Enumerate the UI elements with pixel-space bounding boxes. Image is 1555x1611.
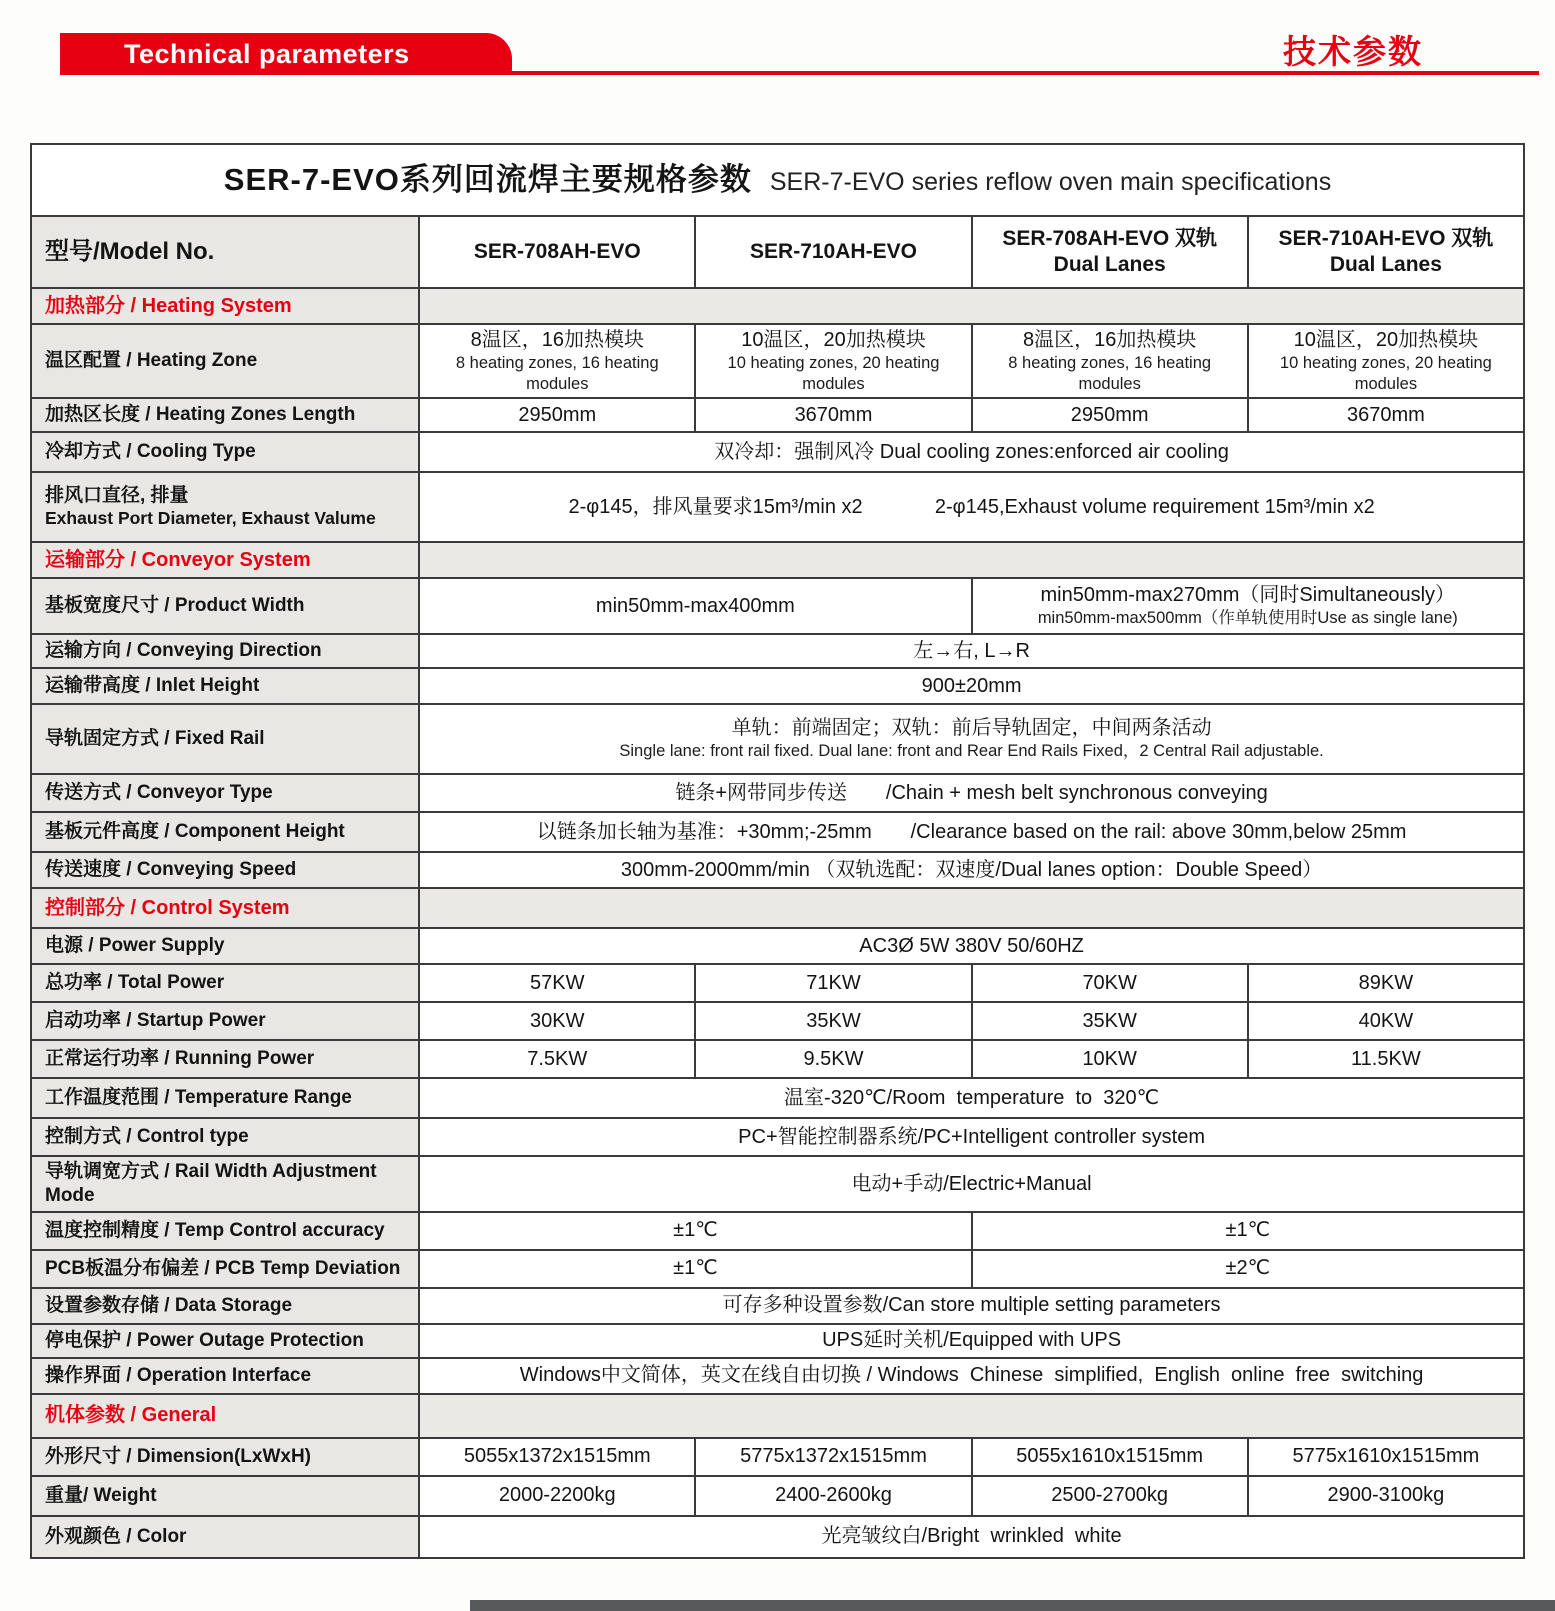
spec-row [31, 324, 1524, 398]
spec-value: 2950mm [972, 398, 1248, 432]
section-title: 控制部分 / Control System [31, 888, 419, 928]
spec-value: 9.5KW [695, 1040, 971, 1078]
spec-value: 电动+手动/Electric+Manual [419, 1156, 1524, 1212]
spec-value: 900±20mm [419, 668, 1524, 704]
spec-label: 停电保护 / Power Outage Protection [31, 1324, 419, 1358]
spec-value: 3670mm [1248, 398, 1524, 432]
spec-row [31, 398, 1524, 432]
spec-row [31, 432, 1524, 472]
spec-value: ±1℃ [972, 1212, 1524, 1250]
spec-row [31, 1358, 1524, 1394]
spec-label: 工作温度范围 / Temperature Range [31, 1078, 419, 1118]
spec-label: 加热区长度 / Heating Zones Length [31, 398, 419, 432]
model-col-4 [1248, 216, 1524, 288]
spec-value: 40KW [1248, 1002, 1524, 1040]
spec-value: 3670mm [695, 398, 971, 432]
page-title-cn: 技术参数 [1283, 33, 1423, 70]
section-row [31, 888, 1524, 928]
spec-value: 8温区，16加热模块 8 heating zones, 16 heating modules [972, 324, 1248, 398]
spec-value: 7.5KW [419, 1040, 695, 1078]
model-name: SER-710AH-EVO [750, 239, 917, 263]
model-no-label: 型号/Model No. [31, 216, 419, 288]
spec-value: 70KW [972, 964, 1248, 1002]
model-header-row [31, 216, 1524, 288]
section-row [31, 1394, 1524, 1438]
spec-label: 启动功率 / Startup Power [31, 1002, 419, 1040]
spec-value: 光亮皱纹白/Bright wrinkled white [419, 1516, 1524, 1558]
spec-value: 11.5KW [1248, 1040, 1524, 1078]
spec-row [31, 634, 1524, 668]
spec-value: 2-φ145，排风量要求15m³/min x2 2-φ145,Exhaust volume requirement 15m³/min x2 [419, 472, 1524, 542]
spec-row [31, 964, 1524, 1002]
spec-value: ±1℃ [419, 1212, 971, 1250]
model-col-3 [972, 216, 1248, 288]
spec-row [31, 1156, 1524, 1212]
spec-value: 10温区，20加热模块 10 heating zones, 20 heating modules [695, 324, 971, 398]
spec-label: PCB板温分布偏差 / PCB Temp Deviation [31, 1250, 419, 1288]
spec-row [31, 1212, 1524, 1250]
spec-label: 外形尺寸 / Dimension(LxWxH) [31, 1438, 419, 1476]
spec-label: 设置参数存储 / Data Storage [31, 1288, 419, 1324]
spec-table [30, 143, 1525, 1559]
spec-value: 链条+网带同步传送 /Chain + mesh belt synchronous conveying [419, 774, 1524, 812]
table-title-cell [31, 144, 1524, 216]
technical-parameters-banner [60, 33, 512, 75]
footer-bar [470, 1600, 1555, 1611]
model-name: SER-710AH-EVO 双轨 [1278, 226, 1494, 250]
section-row-filler [419, 888, 1524, 928]
spec-label: 导轨调宽方式 / Rail Width Adjustment Mode [31, 1156, 419, 1212]
section-title: 加热部分 / Heating System [31, 288, 419, 324]
spec-value: PC+智能控制器系统/PC+Intelligent controller system [419, 1118, 1524, 1156]
model-name-sub: Dual Lanes [1053, 253, 1166, 276]
spec-row [31, 812, 1524, 852]
spec-row [31, 1250, 1524, 1288]
spec-value: 300mm-2000mm/min （双轨选配：双速度/Dual lanes option：Double Speed） [419, 852, 1524, 888]
spec-value: 71KW [695, 964, 971, 1002]
spec-row [31, 852, 1524, 888]
section-row [31, 288, 1524, 324]
spec-value: UPS延时关机/Equipped with UPS [419, 1324, 1524, 1358]
spec-row [31, 668, 1524, 704]
spec-value: ±1℃ [419, 1250, 971, 1288]
spec-value: 可存多种设置参数/Can store multiple setting parameters [419, 1288, 1524, 1324]
spec-label: 冷却方式 / Cooling Type [31, 432, 419, 472]
spec-value: 单轨：前端固定；双轨：前后导轨固定，中间两条活动 Single lane: front rail fixed. Dual lane: front and Rear End Rails Fixed，2 Central Rail adjustable. [419, 704, 1524, 774]
spec-value: 89KW [1248, 964, 1524, 1002]
spec-value: 2000-2200kg [419, 1476, 695, 1516]
spec-row [31, 1288, 1524, 1324]
spec-label: 排风口直径, 排量 Exhaust Port Diameter, Exhaust Valume [31, 472, 419, 542]
spec-row [31, 1040, 1524, 1078]
spec-value: 双冷却：强制风冷 Dual cooling zones:enforced air cooling [419, 432, 1524, 472]
section-row-filler [419, 288, 1524, 324]
spec-value: 2500-2700kg [972, 1476, 1248, 1516]
spec-label: 运输方向 / Conveying Direction [31, 634, 419, 668]
spec-label: 温度控制精度 / Temp Control accuracy [31, 1212, 419, 1250]
spec-label: 总功率 / Total Power [31, 964, 419, 1002]
spec-label: 控制方式 / Control type [31, 1118, 419, 1156]
spec-value: 5775x1372x1515mm [695, 1438, 971, 1476]
spec-value: min50mm-max400mm [419, 578, 971, 634]
model-name: SER-708AH-EVO 双轨 [1002, 226, 1218, 250]
spec-value: 10温区，20加热模块 10 heating zones, 20 heating modules [1248, 324, 1524, 398]
spec-value: 5055x1610x1515mm [972, 1438, 1248, 1476]
spec-row [31, 578, 1524, 634]
spec-value: 温室-320℃/Room temperature to 320℃ [419, 1078, 1524, 1118]
banner-title: Technical parameters [124, 38, 410, 69]
spec-row [31, 1438, 1524, 1476]
spec-value: 5775x1610x1515mm [1248, 1438, 1524, 1476]
table-title-row [31, 144, 1524, 216]
spec-row [31, 1002, 1524, 1040]
spec-label: 运输带高度 / Inlet Height [31, 668, 419, 704]
spec-label: 传送方式 / Conveyor Type [31, 774, 419, 812]
spec-row [31, 1118, 1524, 1156]
model-name-sub: Dual Lanes [1329, 253, 1442, 276]
spec-row [31, 774, 1524, 812]
spec-value: 左→右, L→R [419, 634, 1524, 668]
spec-value: 35KW [972, 1002, 1248, 1040]
model-name: SER-708AH-EVO [473, 239, 641, 263]
spec-row [31, 1324, 1524, 1358]
spec-value: 以链条加长轴为基准：+30mm;-25mm /Clearance based on the rail: above 30mm,below 25mm [419, 812, 1524, 852]
spec-label: 温区配置 / Heating Zone [31, 324, 419, 398]
spec-label: 导轨固定方式 / Fixed Rail [31, 704, 419, 774]
section-row [31, 542, 1524, 578]
spec-value: 57KW [419, 964, 695, 1002]
spec-row [31, 1078, 1524, 1118]
spec-row [31, 1516, 1524, 1558]
spec-row [31, 928, 1524, 964]
spec-label: 操作界面 / Operation Interface [31, 1358, 419, 1394]
spec-value: min50mm-max270mm（同时Simultaneously） min50mm-max500mm（作单轨使用时Use as single lane) [972, 578, 1524, 634]
spec-value: 35KW [695, 1002, 971, 1040]
spec-value: 30KW [419, 1002, 695, 1040]
spec-value: ±2℃ [972, 1250, 1524, 1288]
spec-label: 基板元件高度 / Component Height [31, 812, 419, 852]
spec-label: 传送速度 / Conveying Speed [31, 852, 419, 888]
spec-value: 5055x1372x1515mm [419, 1438, 695, 1476]
section-row-filler [419, 542, 1524, 578]
model-col-2 [695, 216, 971, 288]
spec-value: 2950mm [419, 398, 695, 432]
table-title-cn: SER-7-EVO系列回流焊主要规格参数 [223, 161, 752, 197]
spec-value: 2900-3100kg [1248, 1476, 1524, 1516]
spec-label: 重量/ Weight [31, 1476, 419, 1516]
spec-value: 8温区，16加热模块 8 heating zones, 16 heating modules [419, 324, 695, 398]
spec-value: Windows中文简体，英文在线自由切换 / Windows Chinese simplified, English online free switching [419, 1358, 1524, 1394]
spec-row [31, 704, 1524, 774]
section-row-filler [419, 1394, 1524, 1438]
spec-row [31, 1476, 1524, 1516]
spec-label: 电源 / Power Supply [31, 928, 419, 964]
spec-value: 2400-2600kg [695, 1476, 971, 1516]
spec-value: 10KW [972, 1040, 1248, 1078]
spec-value: AC3Ø 5W 380V 50/60HZ [419, 928, 1524, 964]
spec-label: 外观颜色 / Color [31, 1516, 419, 1558]
section-title: 机体参数 / General [31, 1394, 419, 1438]
spec-row [31, 472, 1524, 542]
spec-label: 基板宽度尺寸 / Product Width [31, 578, 419, 634]
model-col-1 [419, 216, 695, 288]
spec-label: 正常运行功率 / Running Power [31, 1040, 419, 1078]
section-title: 运输部分 / Conveyor System [31, 542, 419, 578]
table-title-en: SER-7-EVO series reflow oven main specifications [769, 167, 1332, 196]
